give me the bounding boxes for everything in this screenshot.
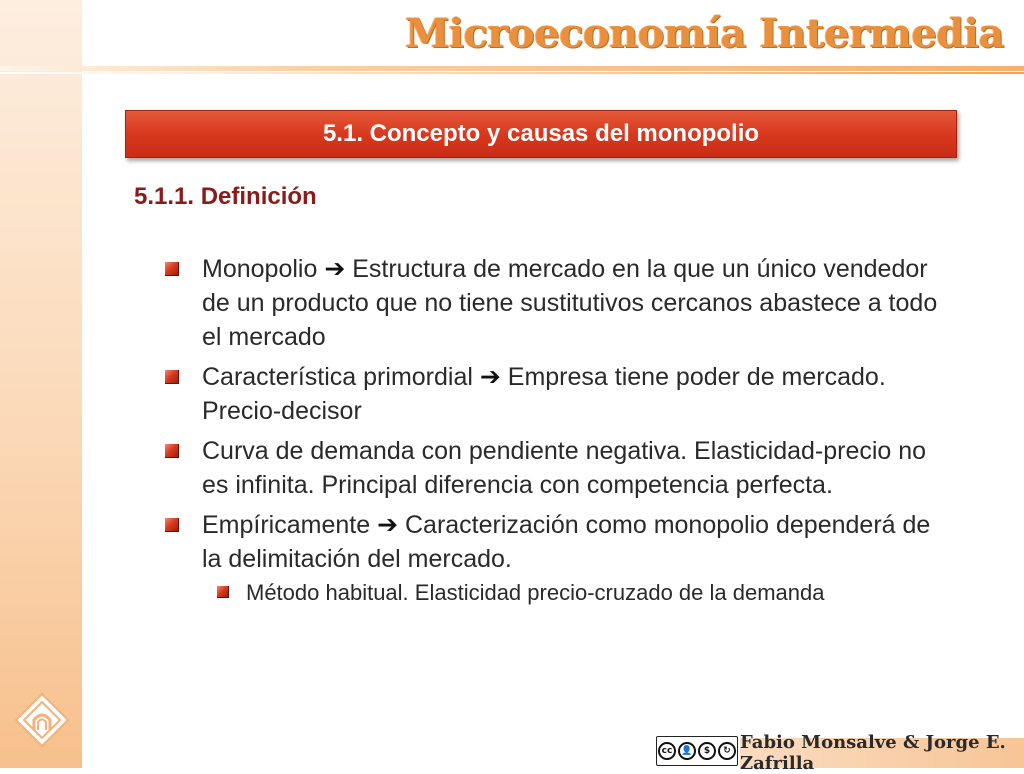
university-logo-icon	[14, 692, 70, 748]
arrow-right-icon: ➔	[377, 511, 399, 539]
sub-bullet-item	[165, 578, 955, 608]
attribution-icon: 👤	[678, 742, 696, 760]
bullet-lead: Monopolio	[202, 255, 318, 283]
arrow-right-icon: ➔	[479, 363, 501, 391]
subsection-title: 5.1.1. Definición	[134, 183, 317, 210]
creative-commons-license-badge	[656, 736, 738, 766]
bullet-item	[165, 252, 955, 354]
square-bullet-icon	[165, 262, 179, 276]
bullet-text: Estructura de mercado en la que un único vendedor de un producto que no tiene sustitutivos cercanos abastece a todo el mercado	[202, 255, 938, 351]
square-bullet-icon	[165, 370, 179, 384]
arrow-right-icon: ➔	[324, 255, 346, 283]
footer-authors: Fabio Monsalve & Jorge E. Zafrilla	[740, 738, 1024, 768]
square-bullet-icon	[165, 518, 179, 532]
bullet-list	[165, 252, 955, 614]
bullet-item	[165, 508, 955, 576]
cc-icon: cc	[658, 742, 676, 760]
course-title: Microeconomía Intermedia	[405, 10, 1004, 57]
bullet-text: Empresa tiene poder de mercado. Precio-decisor	[202, 363, 886, 425]
sub-bullet-text: Método habitual. Elasticidad precio-cruzado de la demanda	[246, 580, 825, 605]
header-divider	[0, 66, 1024, 71]
sharealike-icon: ↻	[718, 742, 736, 760]
left-decorative-strip	[0, 0, 82, 768]
bullet-text: Curva de demanda con pendiente negativa. Elasticidad-precio no es infinita. Principal diferencia con competencia perfecta.	[202, 437, 927, 499]
bullet-text: Caracterización como monopolio dependerá de la delimitación del mercado.	[202, 511, 931, 573]
square-bullet-icon	[217, 586, 229, 598]
bullet-lead: Empíricamente	[202, 511, 371, 539]
bullet-item	[165, 434, 955, 502]
header-divider-secondary	[0, 72, 1024, 74]
section-title: 5.1. Concepto y causas del monopolio	[322, 120, 760, 147]
bullet-lead: Característica primordial	[202, 363, 473, 391]
section-banner	[125, 110, 957, 158]
bullet-item	[165, 360, 955, 428]
noncommercial-icon: $	[698, 742, 716, 760]
square-bullet-icon	[165, 444, 179, 458]
